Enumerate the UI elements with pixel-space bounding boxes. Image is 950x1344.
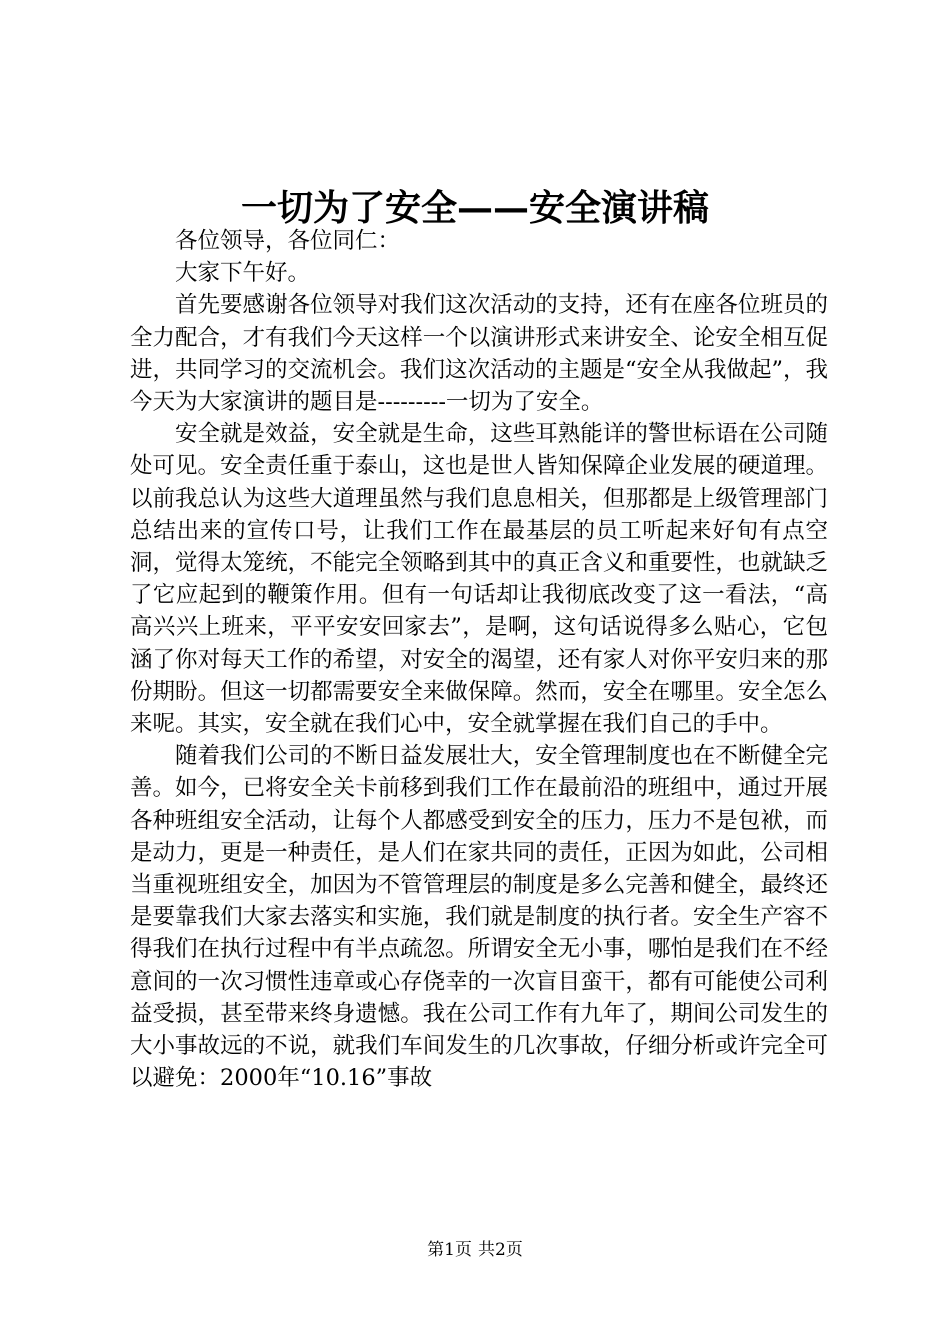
body-paragraph: 随着我们公司的不断日益发展壮大，安全管理制度也在不断健全完善。如今，已将安全关卡前移到我们工作在最前沿的班组中，通过开展各种班组安全活动，让每个人都感受到安全的压力，压力不是包袱，而是动力，更是一种责任，是人们在家共同的责任，正因为如此，公司相当重视班组安全，加因为不管管理层的制度是多么完善和健全，最终还是要靠我们大家去落实和实施，我们就是制度的执行者。安全生产容不得我们在执行过程中有半点疏忽。所谓安全无小事，哪怕是我们在不经意间的一次习惯性违章或心存侥幸的一次盲目蛮干，都有可能使公司利益受损，甚至带来终身遗憾。我在公司工作有九年了，期间公司发生的大小事故远的不说，就我们车间发生的几次事故，仔细分析或许完全可以避免：2000年“10.16”事故	[130, 743, 828, 1092]
body-paragraph: 首先要感谢各位领导对我们这次活动的支持，还有在座各位班员的全力配合，才有我们今天这样一个以演讲形式来讲安全、论安全相互促进，共同学习的交流机会。我们这次活动的主题是“安全从我做起”，我今天为大家演讲的题目是---------一切为了安全。	[130, 292, 829, 416]
salutation-paragraph: 各位领导，各位同仁：	[175, 228, 401, 254]
page-total: 共2页	[478, 1240, 523, 1260]
document-body	[130, 225, 828, 1094]
greeting-paragraph: 大家下午好。	[175, 260, 311, 287]
page-footer	[0, 1238, 950, 1262]
page-number: 第1页	[427, 1240, 472, 1260]
body-paragraph: 安全就是效益，安全就是生命，这些耳熟能详的警世标语在公司随处可见。安全责任重于泰山，这也是世人皆知保障企业发展的硬道理。以前我总认为这些大道理虽然与我们息息相关，但那都是上级管理部门总结出来的宣传口号，让我们工作在最基层的员工听起来好旬有点空洞，觉得太笼统，不能完全领略到其中的真正含义和重要性，也就缺乏了它应起到的鞭策作用。但有一句话却让我彻底改变了这一看法，“高高兴兴上班来，平平安安回家去”，是啊，这句话说得多么贴心，它包涵了你对每天工作的希望，对安全的渴望，还有家人对你平安归来的那份期盼。但这一切都需要安全来做保障。然而，安全在哪里。安全怎么来呢。其实，安全就在我们心中，安全就掌握在我们自己的手中。	[130, 421, 828, 738]
document-title: 一切为了安全——安全演讲稿	[240, 187, 709, 229]
